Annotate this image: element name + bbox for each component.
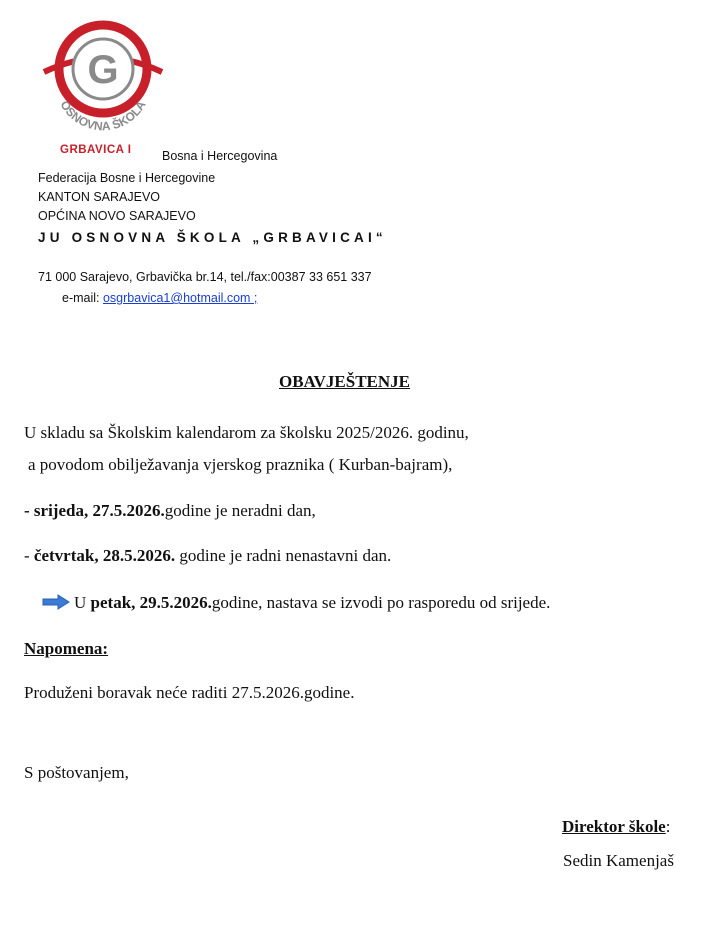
right-arrow-icon [42, 594, 70, 610]
director-title-text: Direktor škole [562, 817, 666, 836]
notice-line-4-text: godine je radni nenastavni dan. [175, 546, 392, 565]
notice-line-4-dash: - [24, 546, 34, 565]
email-link[interactable]: osgrbavica1@hotmail.com ; [102, 291, 258, 305]
logo-school-name: GRBAVICA I [60, 144, 132, 156]
email-label: e-mail: [62, 291, 103, 305]
notice-line-3-text: godine je neradni dan, [164, 501, 316, 520]
notice-line-5-prefix: U [74, 593, 91, 612]
letterhead-canton: KANTON SARAJEVO [38, 190, 161, 204]
director-title [562, 818, 670, 835]
notice-line-5-text: godine, nastava se izvodi po rasporedu od srijede. [211, 593, 551, 612]
notice-line-2: a povodom obilježavanja vjerskog praznika ( Kurban-bajram), [28, 455, 453, 474]
notice-line-1: U skladu sa Školskim kalendarom za školsku 2025/2026. godinu, [24, 423, 469, 442]
notice-title: OBAVJEŠTENJE [279, 372, 411, 391]
school-logo [38, 14, 168, 144]
note-title: Napomena: [24, 639, 109, 658]
logo-arc-text: OSNOVNA ŠKOLA [57, 98, 149, 134]
letterhead-country: Bosna i Hercegovina [162, 149, 278, 163]
notice-line-4 [24, 547, 391, 564]
notice-line-4-date: četvrtak, 28.5.2026. [33, 546, 176, 565]
closing-regards: S poštovanjem, [24, 763, 129, 782]
letterhead-school-name: JU OSNOVNA ŠKOLA „GRBAVICAI“ [38, 230, 387, 245]
director-title-colon: : [665, 817, 671, 836]
notice-line-3 [24, 502, 316, 519]
director-name: Sedin Kamenjaš [563, 851, 674, 870]
notice-line-3-date: - srijeda, 27.5.2026. [24, 501, 165, 520]
letterhead-address: 71 000 Sarajevo, Grbavička br.14, tel./fax:00387 33 651 337 [38, 270, 372, 284]
note-text: Produženi boravak neće raditi 27.5.2026.godine. [24, 683, 355, 702]
notice-line-5 [42, 594, 550, 611]
logo-letter: G [87, 48, 119, 92]
letterhead-municipality: OPĆINA NOVO SARAJEVO [38, 209, 196, 223]
letterhead-email-line [62, 292, 257, 305]
notice-line-5-date: petak, 29.5.2026. [90, 593, 212, 612]
letterhead-federation: Federacija Bosne i Hercegovine [38, 171, 216, 185]
